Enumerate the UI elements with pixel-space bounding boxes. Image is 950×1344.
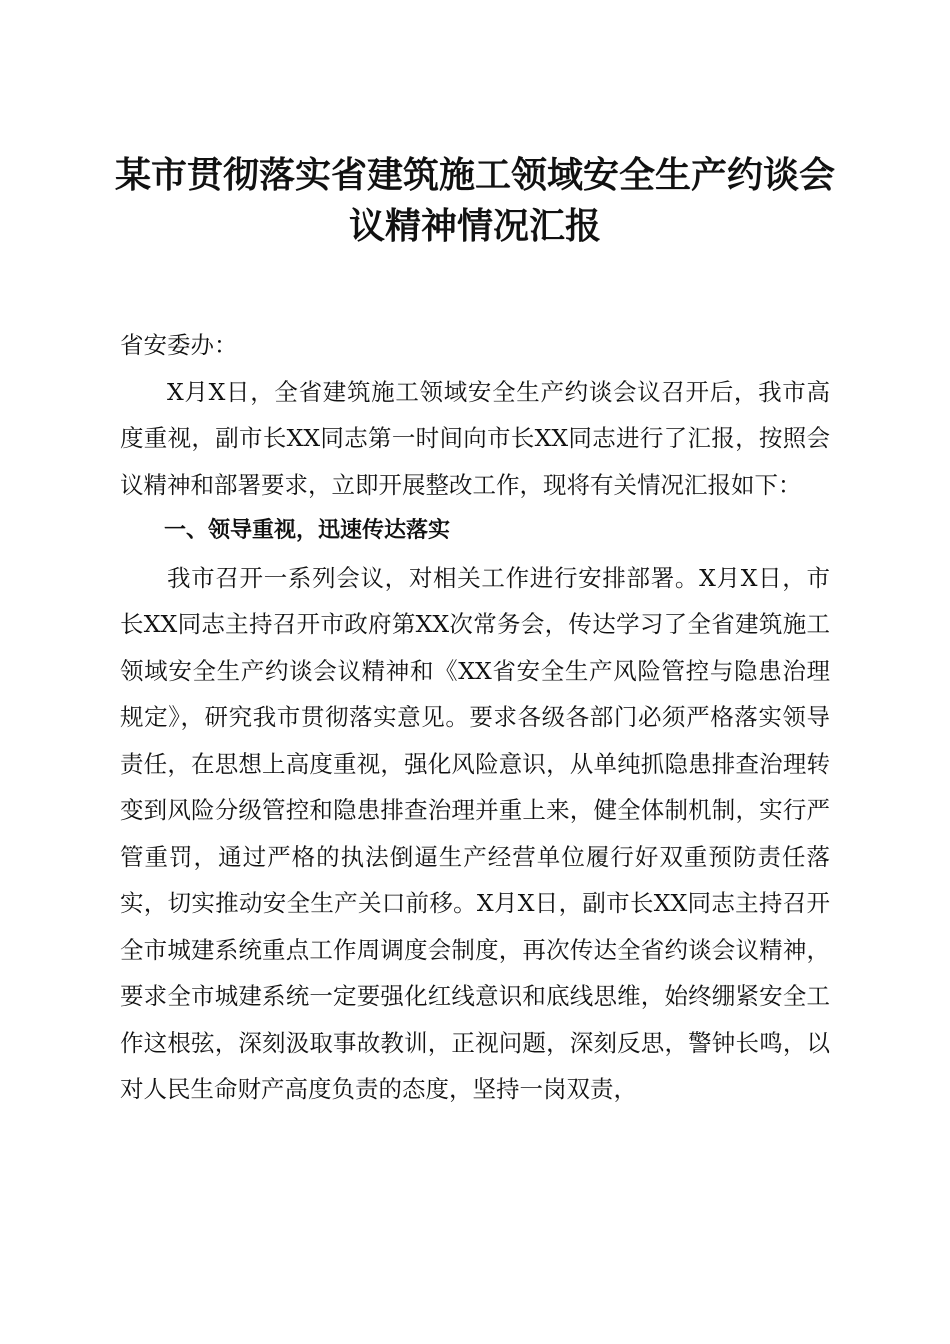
section-heading: 一、领导重视，迅速传达落实 — [164, 518, 451, 543]
document-body — [120, 322, 830, 1113]
intro-paragraph: X月X日，全省建筑施工领域安全生产约谈会议召开后，我市高度重视，副市长XX同志第一时间向市长XX同志进行了汇报，按照会议精神和部署要求，立即开展整改工作，现将有关情况汇报如下： — [120, 377, 830, 499]
salutation: 省安委办： — [120, 331, 238, 359]
section-paragraph: 我市召开一系列会议，对相关工作进行安排部署。X月X日，市长XX同志主持召开市政府第XX次常务会，传达学习了全省建筑施工领域安全生产约谈会议精神和《XX省安全生产风险管控与隐患治理规定》，研究我市贯彻落实意见。要求各级各部门必须严格落实领导责任，在思想上高度重视，强化风险意识，从单纯抓隐患排查治理转变到风险分级管控和隐患排查治理并重上来，健全体制机制，实行严管重罚，通过严格的执法倒逼生产经营单位履行好双重预防责任落实，切实推动安全生产关口前移。X月X日，副市长XX同志主持召开全市城建系统重点工作周调度会制度，再次传达全省约谈会议精神，要求全市城建系统一定要强化红线意识和底线思维，始终绷紧安全工作这根弦，深刻汲取事故教训，正视问题，深刻反思，警钟长鸣，以对人民生命财产高度负责的态度，坚持一岗双责， — [120, 563, 830, 1103]
document-title: 某市贯彻落实省建筑施工领域安全生产约谈会议精神情况汇报 — [114, 154, 835, 247]
